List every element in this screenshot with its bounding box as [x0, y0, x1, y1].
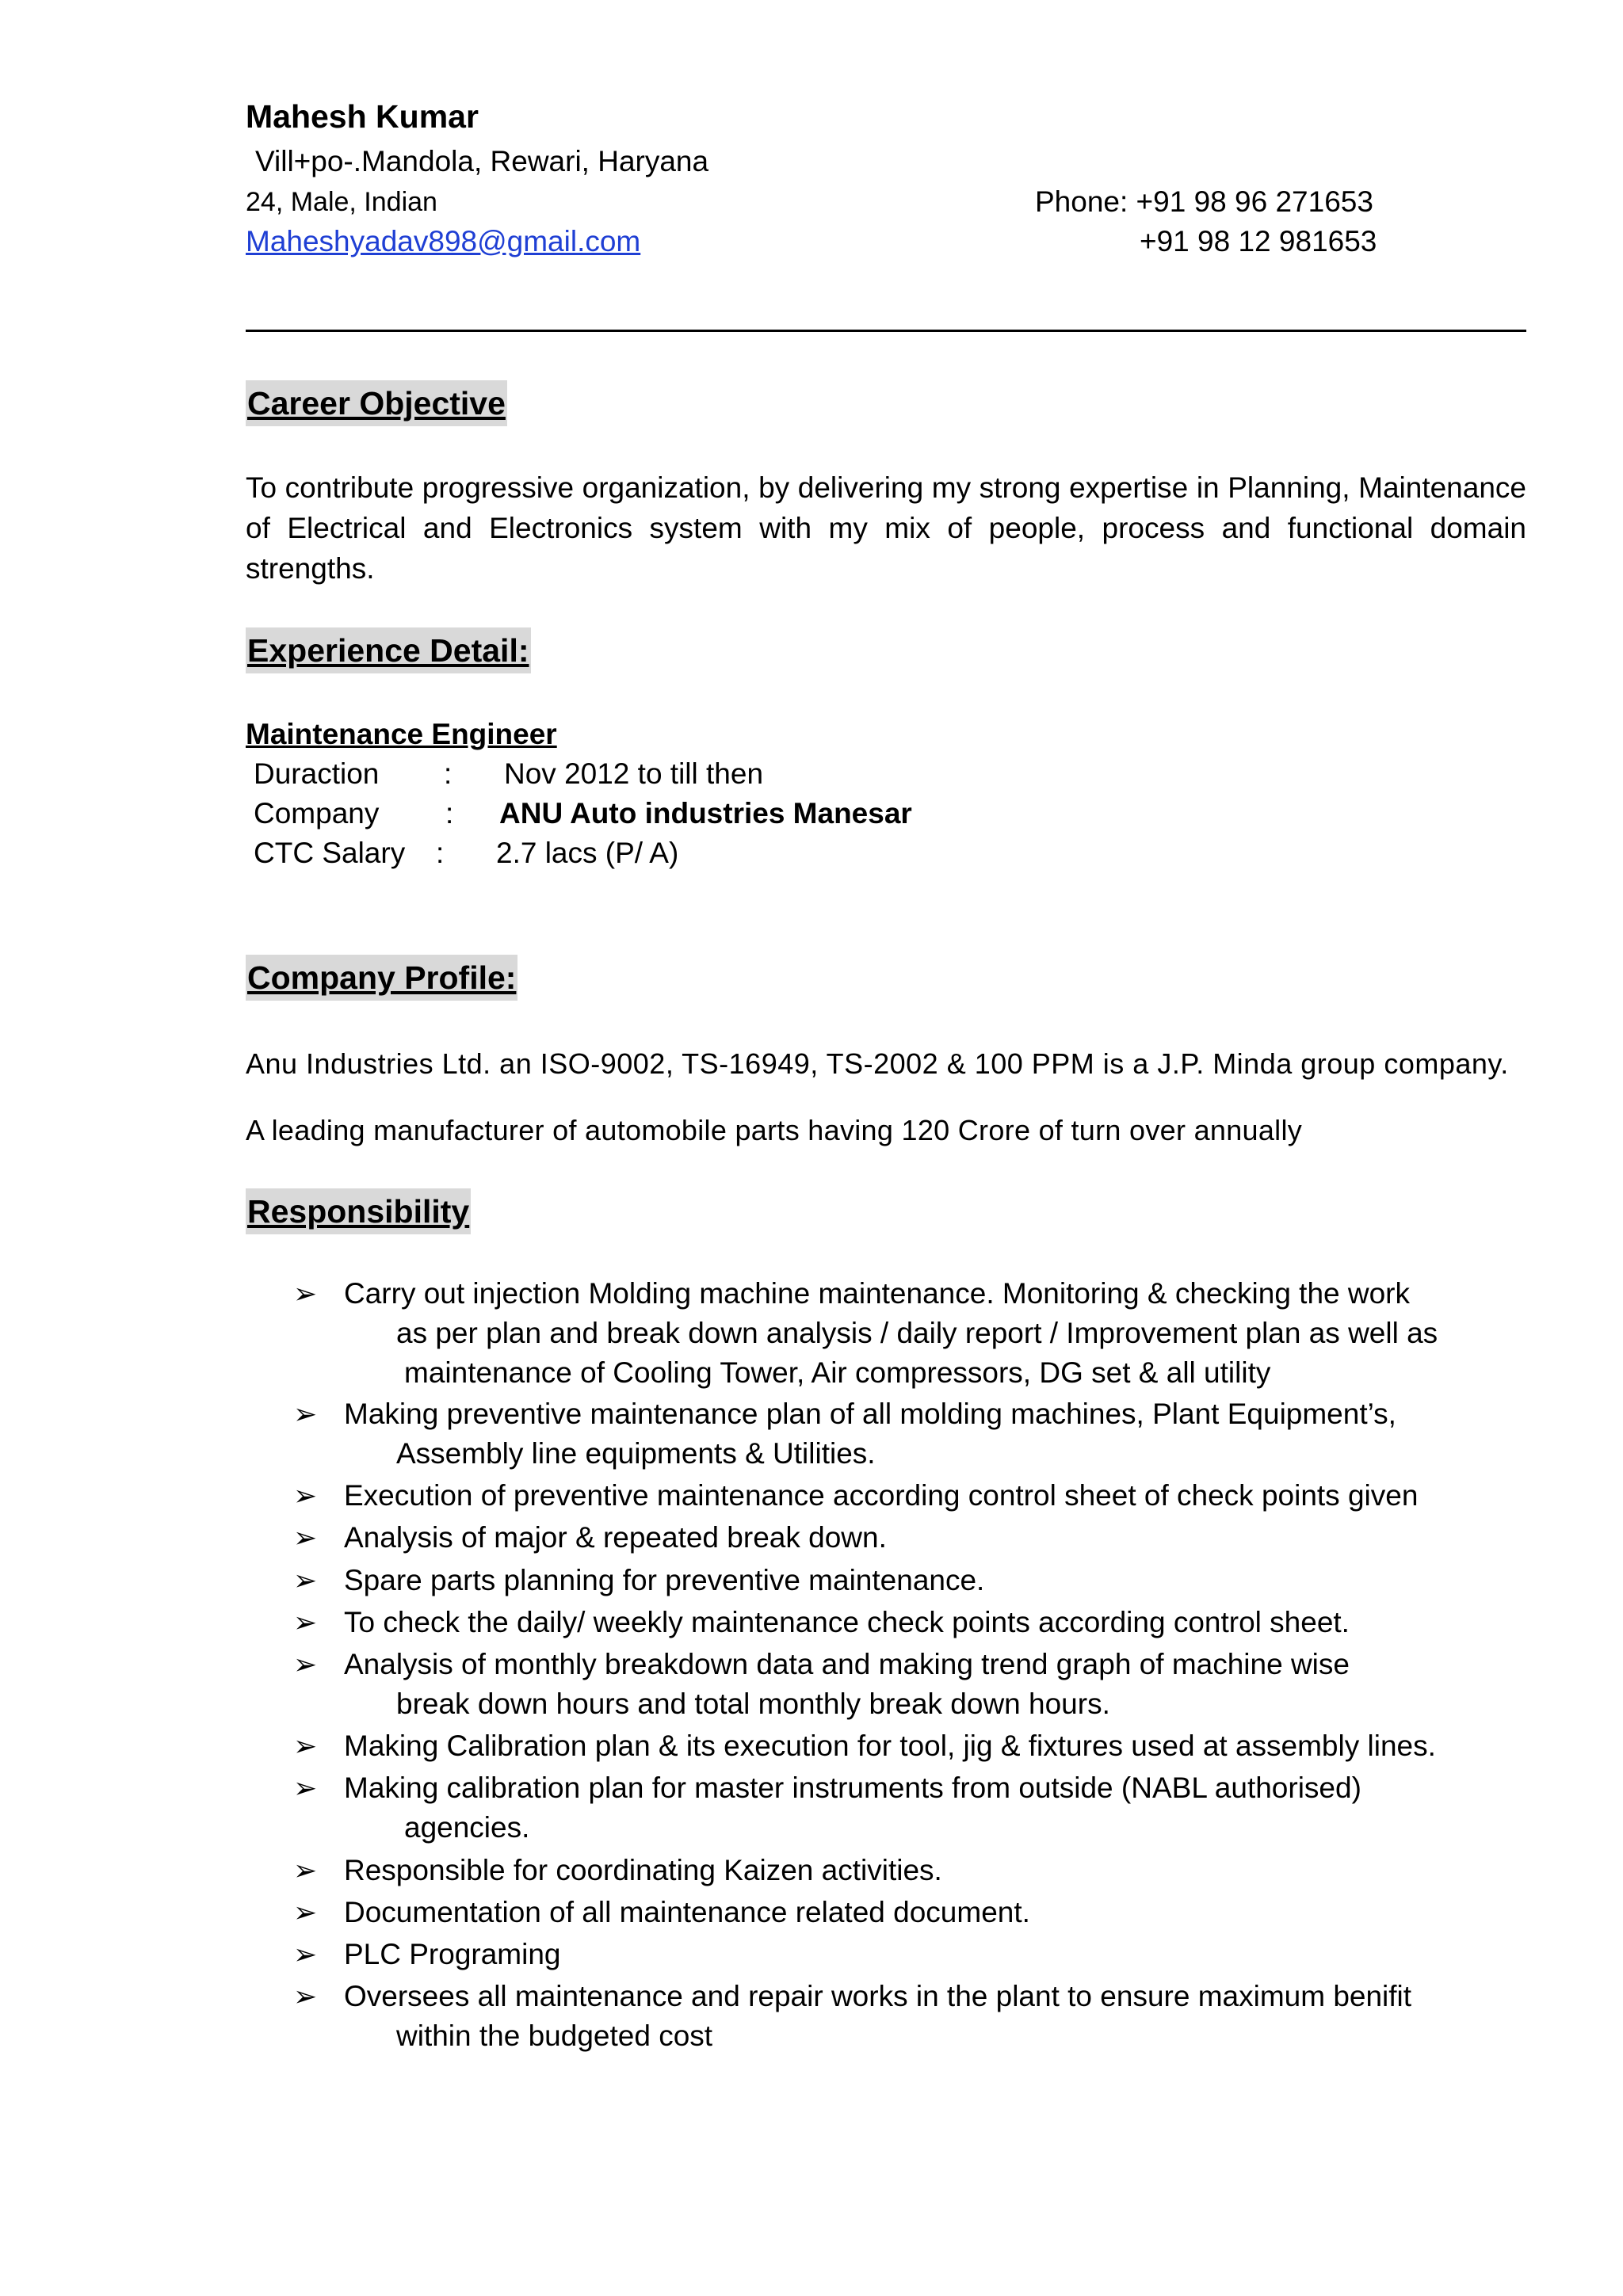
experience-salary-label: CTC Salary: [254, 837, 406, 869]
responsibility-item-line: Making calibration plan for master instruments from outside (NABL authorised): [344, 1772, 1361, 1804]
responsibility-item-line: Spare parts planning for preventive maintenance.: [344, 1564, 985, 1596]
bullet-arrow-icon: ➢: [293, 1564, 318, 1596]
phone-primary: Phone: +91 98 96 271653: [1035, 185, 1373, 218]
responsibility-item-line: as per plan and break down analysis / daily report / Improvement plan as well as: [396, 1317, 1438, 1349]
responsibility-item-line: PLC Programing: [344, 1938, 561, 1970]
company-profile-heading: Company Profile:: [246, 955, 517, 1001]
bullet-arrow-icon: ➢: [293, 1521, 318, 1554]
responsibility-heading: Responsibility: [246, 1188, 471, 1234]
bullet-arrow-icon: ➢: [293, 1277, 318, 1310]
experience-heading: Experience Detail:: [246, 627, 531, 673]
candidate-name: Mahesh Kumar: [246, 98, 479, 135]
responsibility-item-line: Analysis of major & repeated break down.: [344, 1521, 887, 1554]
bullet-arrow-icon: ➢: [293, 1730, 318, 1762]
experience-salary-colon: :: [436, 837, 445, 869]
bullet-arrow-icon: ➢: [293, 1398, 318, 1430]
career-objective-heading: Career Objective: [246, 380, 507, 426]
bullet-arrow-icon: ➢: [293, 1854, 318, 1886]
bullet-arrow-icon: ➢: [293, 1606, 318, 1638]
candidate-address: Vill+po-.Mandola, Rewari, Haryana: [255, 145, 709, 177]
responsibility-item-line: Making preventive maintenance plan of all molding machines, Plant Equipment’s,: [344, 1398, 1396, 1430]
responsibility-item-line: break down hours and total monthly break down hours.: [396, 1688, 1110, 1720]
responsibility-item-line: within the budgeted cost: [396, 2019, 713, 2052]
bullet-arrow-icon: ➢: [293, 1938, 318, 1970]
email-link[interactable]: Maheshyadav898@gmail.com: [246, 225, 641, 257]
header-divider: [246, 330, 1526, 332]
responsibility-item-line: Making Calibration plan & its execution for tool, jig & fixtures used at assembly lines.: [344, 1730, 1436, 1762]
responsibility-item-line: agencies.: [404, 1811, 530, 1844]
experience-company-colon: :: [445, 797, 454, 830]
experience-duration-colon: :: [444, 757, 453, 790]
candidate-personal-info: 24, Male, Indian: [246, 187, 437, 217]
experience-duration-label: Duraction: [254, 757, 380, 790]
career-objective-text: To contribute progressive organization, by delivering my strong expertise in Planning, Maintenance of Electrical and Electronics system with my mix of people, process and functional domain strengths.: [246, 471, 1526, 585]
bullet-arrow-icon: ➢: [293, 1980, 318, 2012]
experience-duration-value: Nov 2012 to till then: [504, 757, 764, 790]
bullet-arrow-icon: ➢: [293, 1648, 318, 1680]
experience-company-label: Company: [254, 797, 380, 830]
bullet-arrow-icon: ➢: [293, 1896, 318, 1928]
company-profile-line1: Anu Industries Ltd. an ISO-9002, TS-16949, TS-2002 & 100 PPM is a J.P. Minda group company.: [246, 1047, 1509, 1080]
bullet-arrow-icon: ➢: [293, 1479, 318, 1512]
experience-company-value: ANU Auto industries Manesar: [499, 797, 912, 830]
responsibility-item-line: Carry out injection Molding machine maintenance. Monitoring & checking the work: [344, 1277, 1411, 1310]
responsibility-item-line: Analysis of monthly breakdown data and making trend graph of machine wise: [344, 1648, 1350, 1680]
experience-salary-value: 2.7 lacs (P/ A): [496, 837, 679, 869]
responsibility-item-line: Assembly line equipments & Utilities.: [396, 1437, 876, 1470]
bullet-arrow-icon: ➢: [293, 1772, 318, 1804]
responsibility-item-line: Documentation of all maintenance related document.: [344, 1896, 1030, 1928]
responsibility-item-line: maintenance of Cooling Tower, Air compressors, DG set & all utility: [404, 1356, 1271, 1389]
company-profile-line2: A leading manufacturer of automobile parts having 120 Crore of turn over annually: [246, 1114, 1303, 1146]
responsibility-item-line: Oversees all maintenance and repair works in the plant to ensure maximum benifit: [344, 1980, 1412, 2012]
job-title: Maintenance Engineer: [246, 718, 557, 750]
responsibility-item-line: Responsible for coordinating Kaizen activities.: [344, 1854, 942, 1886]
phone-secondary: +91 98 12 981653: [1140, 225, 1377, 257]
responsibility-item-line: To check the daily/ weekly maintenance check points according control sheet.: [344, 1606, 1350, 1638]
responsibility-item-line: Execution of preventive maintenance according control sheet of check points given: [344, 1479, 1419, 1512]
